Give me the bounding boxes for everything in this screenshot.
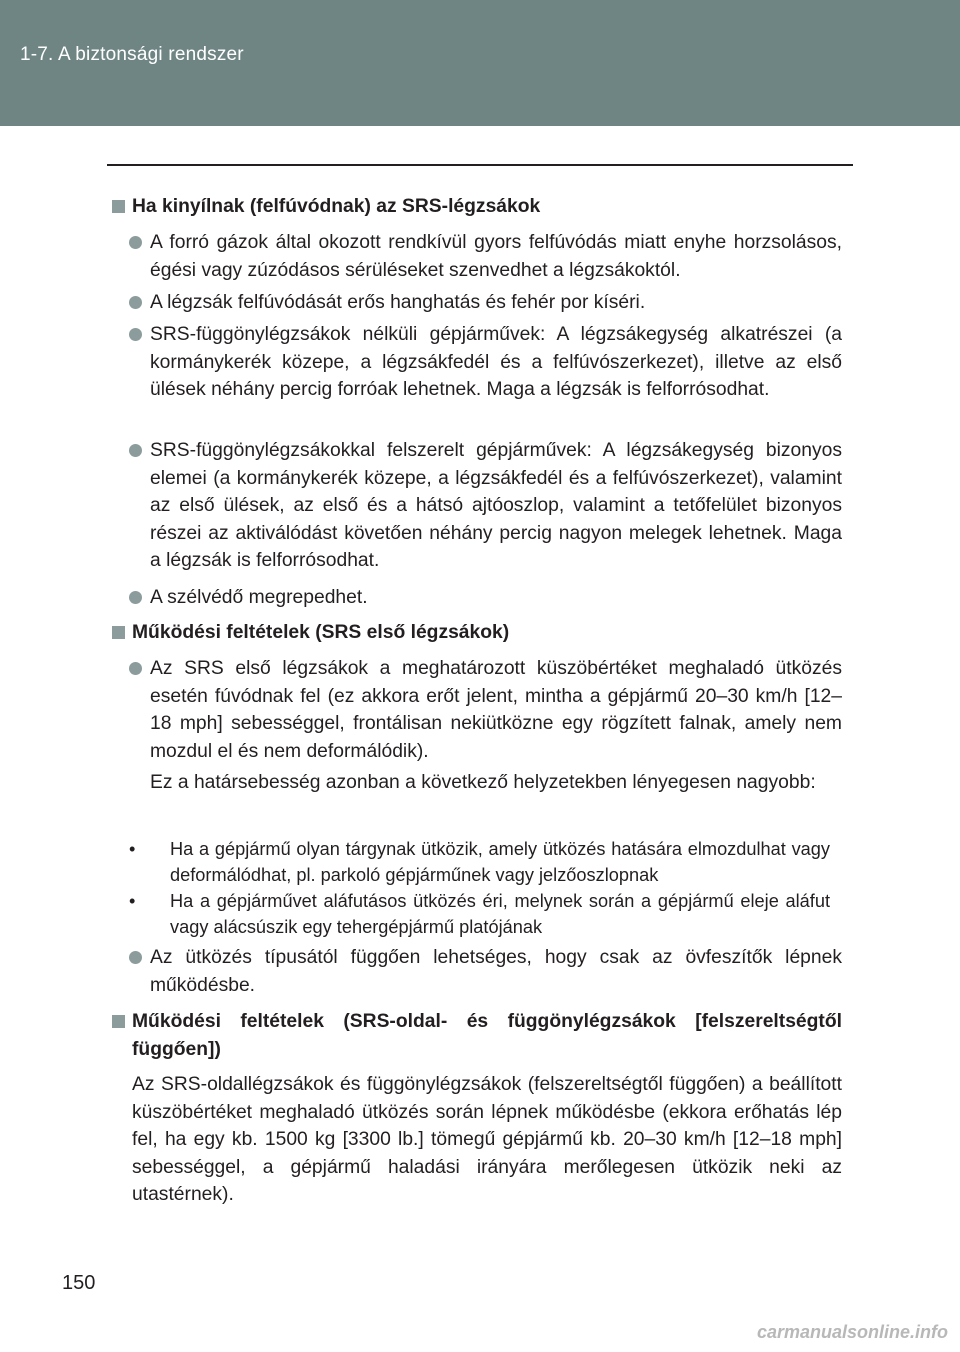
bullet-item: SRS-függönylégzsákokkal felszerelt gépjárművek: A légzsákegység bizonyos elemei (a kormánykerék közepe, a légzsákfedél és a felfúvószerkezet), valamint az első ülések, az első és a hátsó ajtóoszlop, valamint a tetőfelület bizonyos részei az aktiválódást követően néhány percig nagyon melegek lehetnek. Maga a légzsák is felforrósodhat. <box>150 437 842 575</box>
bullet-dot-icon <box>129 662 142 675</box>
square-marker-icon <box>112 200 125 213</box>
bullet-item: Az SRS első légzsákok a meghatározott küszöbértéket meghaladó ütközés esetén fúvódnak fel (ez akkora erőt jelent, mintha a gépjármű 20–30 km/h [12–18 mph] sebességgel, frontálisan nekiütközne egy rögzített falnak, amely nem mozdul el és nem deformálódik). <box>150 655 842 765</box>
top-rule <box>107 164 853 166</box>
small-bullet: • <box>129 891 136 911</box>
section-heading-side-curtain-conditions: Működési feltételek (SRS-oldal- és függönylégzsákok [felszereltségtől függően]) <box>132 1008 842 1063</box>
watermark: carmanualsonline.info <box>756 1322 948 1342</box>
small-bullet: • <box>129 839 136 859</box>
paragraph: Az SRS-oldallégzsákok és függönylégzsákok (felszereltségtől függően) a beállított küszöbértéket meghaladó ütközés során lépnek működésbe (ekkora erőhatás lép fel, ha egy kb. 1500 kg [3300 lb.] tömegű gépjármű kb. 20–30 km/h [12–18 mph] sebességgel, a gépjármű haladási irányára merőlegesen ütközik neki az utastérnek). <box>132 1074 842 1205</box>
square-marker-icon <box>112 1015 125 1028</box>
bullet-dot-icon <box>129 296 142 309</box>
bullet-dot-icon <box>129 236 142 249</box>
bullet-item: A forró gázok által okozott rendkívül gyors felfúvódás miatt enyhe horzsolásos, égési vagy zúzódásos sérüléseket szenvedhet a légzsákoktól. <box>150 229 842 284</box>
bullet-item: A szélvédő megrepedhet. <box>150 584 842 612</box>
bullet-dot-icon <box>129 444 142 457</box>
page-number: 150 <box>62 1272 96 1294</box>
section-heading-front-airbag-conditions: Működési feltételek (SRS első légzsákok) <box>132 619 842 647</box>
square-marker-icon <box>112 626 125 639</box>
bullet-item: SRS-függönylégzsákok nélküli gépjárművek: A légzsákegység alkatrészei (a kormánykerék közepe, a légzsákfedél és a felfúvószerkezet), illetve az első ülések néhány percig forróak lehetnek. Maga a légzsák is felforrósodhat. <box>150 321 842 404</box>
bullet-dot-icon <box>129 951 142 964</box>
bullet-dot-icon <box>129 591 142 604</box>
section-heading-airbag-inflation: Ha kinyílnak (felfúvódnak) az SRS-légzsákok <box>132 193 842 221</box>
header-title: 1-7. A biztonsági rendszer <box>20 44 244 65</box>
page-header <box>0 0 960 126</box>
bullet-item: Az ütközés típusától függően lehetséges, hogy csak az övfeszítők lépnek működésbe. <box>150 944 842 999</box>
dash-item: • Ha a gépjármű olyan tárgynak ütközik, amely ütközés hatására elmozdulhat vagy deformálódhat, pl. parkoló gépjárműnek vagy jelzőoszlopnak <box>150 836 830 888</box>
bullet-item: A légzsák felfúvódását erős hanghatás és fehér por kíséri. <box>150 289 842 317</box>
paragraph: Ez a határsebesség azonban a következő helyzetekben lényegesen nagyobb: <box>150 772 816 793</box>
dash-item: • Ha a gépjárművet aláfutásos ütközés éri, melynek során a gépjármű eleje aláfut vagy alácsúszik egy tehergépjármű platójának <box>150 888 830 940</box>
bullet-dot-icon <box>129 328 142 341</box>
